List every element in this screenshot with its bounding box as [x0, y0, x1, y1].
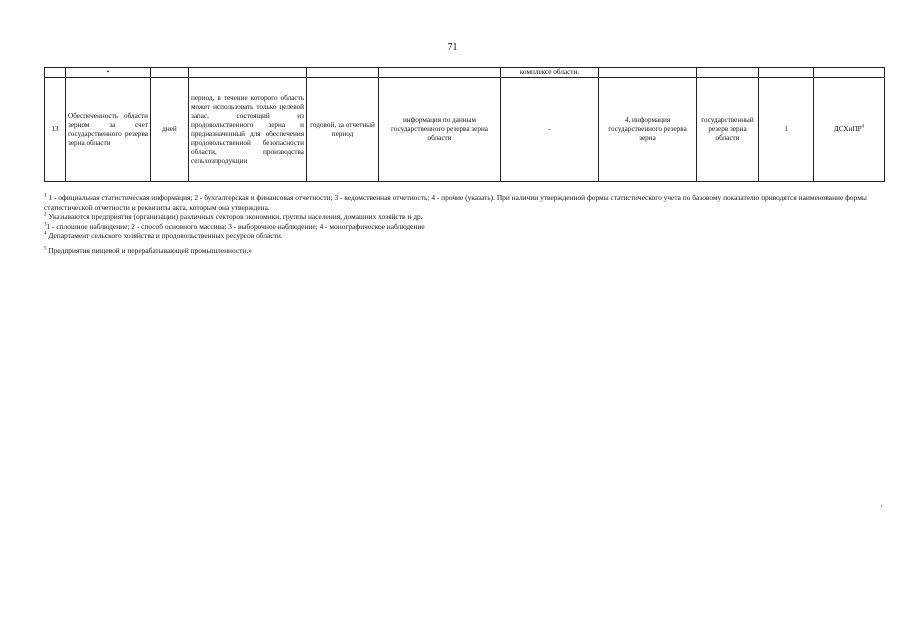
- cell-prev-method: комплексе области.: [501, 68, 599, 78]
- continuation-row: [45, 68, 885, 78]
- observation-type: 1: [759, 78, 814, 182]
- footnote-mark: 1: [44, 193, 47, 199]
- definition: период, в течение которого область может использовать только целевой запас, состоящий из продовольственного зерна и предназначенный для обеспечения продовольственной безопасности области, производства сельхозпродукции: [189, 78, 307, 182]
- footnote-ref: 4: [861, 124, 865, 130]
- footnotes: [44, 193, 884, 256]
- footnote-2: [44, 212, 884, 222]
- footnote-mark: 5: [44, 246, 47, 252]
- footnote-5: [44, 246, 884, 256]
- cell-prev-source: [379, 68, 501, 78]
- data-source: информация по данным государственного резерва зерна области: [379, 78, 501, 182]
- cell-prev-indicator: [66, 68, 151, 78]
- cell-prev-number: [45, 68, 66, 78]
- table-row: [45, 78, 885, 182]
- footnote-text: Указываются предприятия (организации) различных секторов экономики, группы населения, домашних хозяйств и др.: [48, 212, 423, 222]
- scan-speck: [881, 505, 882, 507]
- page-number: 71: [447, 42, 458, 53]
- footnote-mark: 3: [44, 222, 47, 228]
- unit: дней: [151, 78, 189, 182]
- footnote-mark: 4: [44, 231, 47, 237]
- cell-prev-form: [599, 68, 697, 78]
- cell-prev-responsible: [814, 68, 885, 78]
- cell-prev-unit: [151, 68, 189, 78]
- cell-prev-definition: [189, 68, 307, 78]
- responsible-body: [814, 78, 885, 182]
- footnote-text: 1 - официальная статистическая информация; 2 - бухгалтерская и финансовая отчетности; 3 - ведомственная отчетность; 4 - прочие (указать). При наличии утвержденной формы статистического учета по базовому показателю приводятся наименование формы статистической отчетности и реквизиты акта, которым она утверждена.: [44, 193, 867, 212]
- indicators-table: [44, 67, 885, 182]
- dot-mark: •: [106, 68, 110, 76]
- footnote-text: 1 - сплошное наблюдение; 2 - способ основного массива; 3 - выборочное наблюдение; 4 - монографическое наблюдение: [46, 221, 425, 231]
- footnote-3: [44, 222, 884, 232]
- row-number: 13: [45, 78, 66, 182]
- footnote-text: Департамент сельского хозяйства и продовольственных ресурсов области.: [48, 231, 283, 241]
- cell-prev-respondents: [697, 68, 759, 78]
- reporting-form: 4, информация государственного резерва зерна: [599, 78, 697, 182]
- footnote-text: Предприятия пищевой и перерабатывающей промышленности.»: [48, 245, 252, 255]
- cell-prev-observation: [759, 68, 814, 78]
- cell-prev-periodicity: [307, 68, 379, 78]
- periodicity: годовой, за отчетный период: [307, 78, 379, 182]
- method: -: [501, 78, 599, 182]
- indicator-name: Обеспеченность области зерном за счет государственного резерва зерна области: [66, 78, 151, 182]
- responsible-text: ДСХиПР: [833, 125, 862, 133]
- footnote-mark: 2: [44, 212, 47, 218]
- respondents: государственный резерв зерна области: [697, 78, 759, 182]
- footnote-1: [44, 193, 884, 212]
- footnote-4: [44, 231, 884, 241]
